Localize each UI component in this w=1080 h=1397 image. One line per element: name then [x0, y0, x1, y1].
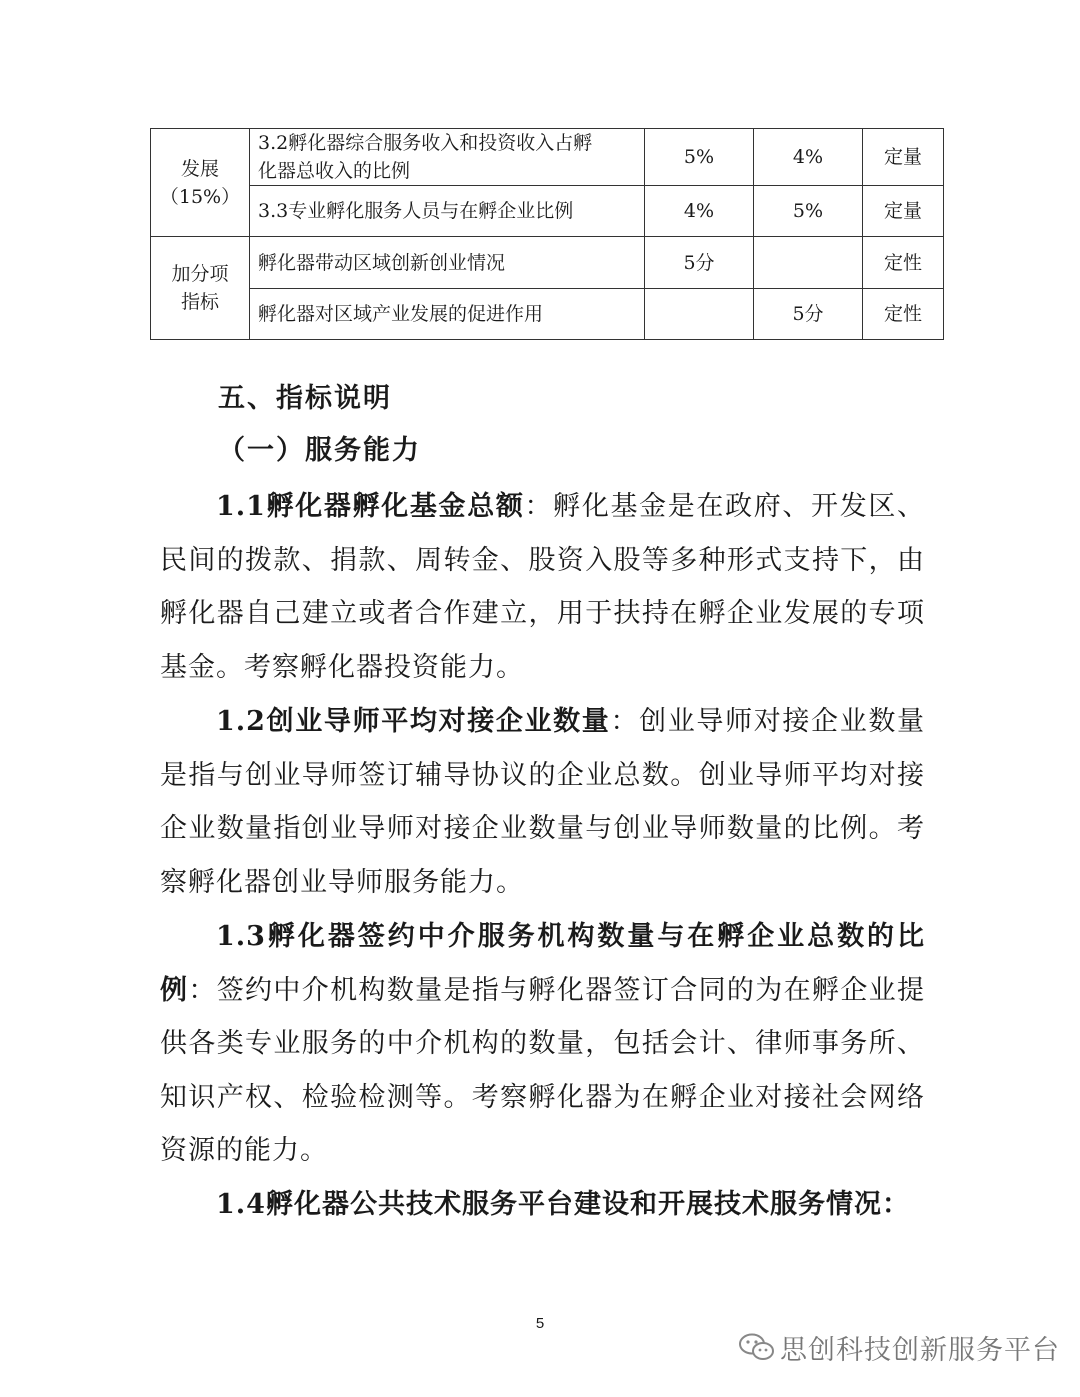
value-cell: 5分 — [645, 237, 754, 289]
paragraph-heading: 1.2创业导师平均对接企业数量 — [216, 706, 611, 737]
value-cell — [645, 289, 754, 340]
paragraph-1-1 — [160, 480, 925, 694]
category-name: 加分项 — [171, 263, 229, 285]
indicator-cell: 3.3专业孵化服务人员与在孵企业比例 — [250, 186, 645, 237]
category-cell — [151, 129, 250, 237]
table-row — [151, 289, 944, 340]
value-cell: 4% — [754, 129, 863, 186]
paragraph-body: ：孵化基金是在政府、开发区、民间的拨款、捐款、周转金、股资入股等多种形式支持下，由孵化器自己建立或者合作建立，用于扶持在孵企业发展的专项基金。考察孵化器投资能力。 — [160, 491, 926, 683]
section-subtitle: （一）服务能力 — [218, 435, 421, 466]
wechat-icon — [738, 1332, 776, 1362]
paragraph-body: ：签约中介机构数量是指与孵化器签订合同的为在孵企业提供各类专业服务的中介机构的数量，包括会计、律师事务所、知识产权、检验检测等。考察孵化器为在孵企业对接社会网络资源的能力。 — [160, 974, 926, 1167]
section-title: 五、指标说明 — [218, 383, 392, 414]
type-cell: 定性 — [863, 237, 944, 289]
table-row — [151, 129, 944, 186]
paragraph-1-3 — [160, 910, 925, 1178]
value-cell: 4% — [645, 186, 754, 237]
indicator-cell — [250, 129, 645, 186]
indicator-line: 化器总收入的比例 — [258, 160, 411, 182]
indicator-cell: 孵化器带动区域创新创业情况 — [250, 237, 645, 289]
value-cell — [754, 237, 863, 289]
value-cell: 5% — [645, 129, 754, 186]
category-name-line2: 指标 — [180, 291, 219, 313]
value-cell: 5分 — [754, 289, 863, 340]
indicator-cell: 孵化器对区域产业发展的促进作用 — [250, 289, 645, 340]
value-cell: 5% — [754, 186, 863, 237]
watermark — [738, 1329, 1060, 1365]
indicator-table — [150, 128, 944, 340]
paragraph-heading: 1.1孵化器孵化基金总额 — [216, 491, 525, 522]
page-number: 5 — [535, 1315, 545, 1332]
paragraph-heading: 1.3孵化器签约中介服务机构数量与在孵企业总数的比例 — [160, 921, 925, 1006]
paragraph-body: ：创业导师对接企业数量是指与创业导师签订辅导协议的企业总数。创业导师平均对接企业数量指创业导师对接企业数量与创业导师数量的比例。考察孵化器创业导师服务能力。 — [160, 706, 925, 898]
table-row — [151, 186, 944, 237]
paragraph-heading: 1.4孵化器公共技术服务平台建设和开展技术服务情况： — [216, 1189, 910, 1220]
category-cell — [151, 237, 250, 340]
type-cell: 定量 — [863, 129, 944, 186]
type-cell: 定量 — [863, 186, 944, 237]
watermark-text: 思创科技创新服务平台 — [780, 1334, 1060, 1366]
table-row — [151, 237, 944, 289]
paragraph-1-2 — [160, 695, 925, 909]
indicator-line: 3.2孵化器综合服务收入和投资收入占孵 — [258, 132, 593, 154]
paragraph-1-4 — [160, 1178, 925, 1232]
category-weight: （15%） — [159, 185, 241, 208]
category-name: 发展 — [180, 157, 219, 180]
type-cell: 定性 — [863, 289, 944, 340]
